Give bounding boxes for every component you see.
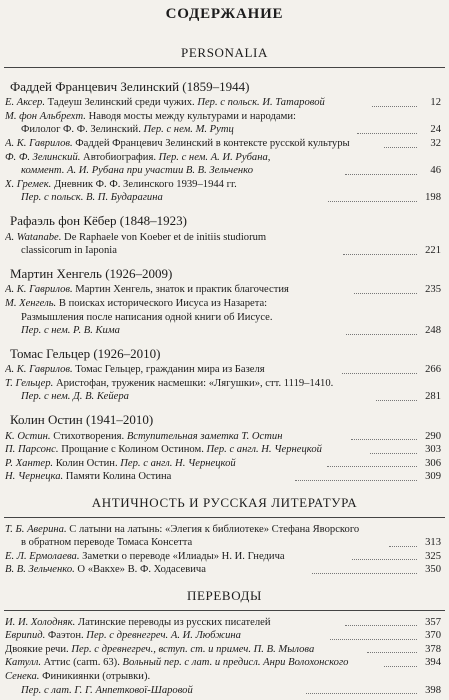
dot-leader: [370, 453, 417, 454]
page-number: 313: [425, 537, 442, 549]
toc-entry[interactable]: [0, 550, 449, 564]
page-number: 235: [425, 284, 441, 296]
entry-line: [5, 123, 355, 137]
toc-entry[interactable]: [0, 151, 449, 178]
entry-line: [5, 96, 370, 110]
entry-text: [5, 629, 328, 643]
entry-title: Фаддей Францевич Зелинский в контексте русской культуры: [75, 137, 350, 149]
entry-author: М. фон Альбрехт.: [5, 110, 89, 122]
toc-entry[interactable]: [0, 616, 449, 630]
entry-line: [5, 377, 374, 391]
entry-note: Пер. с лат. Г. Г. Анпеткової-Шаровой: [21, 684, 193, 696]
entry-note: Пер. с древнегреч., вступ. ст. и примеч. П. В. Мылова: [71, 643, 315, 655]
entry-text: [5, 430, 349, 444]
toc-entry[interactable]: [0, 377, 449, 404]
entry-note: Вступительная заметка Т. Остин: [126, 430, 283, 442]
entry-text: [5, 96, 370, 110]
person-heading: Мартин Хенгель (1926–2009): [10, 265, 173, 281]
entry-title: С латыни на латынь: «Элегия к библиотеке» Стефана Яворского: [69, 523, 360, 535]
entry-title: Томас Гельцер, гражданин мира из Базеля: [75, 364, 265, 376]
entry-title: Фаэтон.: [47, 630, 87, 642]
entry-note: Пер. с польск. И. Татаровой: [197, 97, 325, 109]
entry-line: [5, 137, 382, 151]
person-heading: Фаддей Францевич Зелинский (1859–1944): [10, 78, 250, 94]
page-title: СОДЕРЖАНИЕ: [165, 6, 284, 22]
toc-entry[interactable]: [0, 110, 449, 137]
dot-leader: [312, 573, 417, 574]
entry-author: И. И. Холодняк.: [5, 616, 78, 628]
page-number: 32: [430, 137, 441, 149]
entry-author: Х. Гремек.: [5, 178, 54, 190]
entry-line: [5, 470, 293, 484]
entry-title: Наводя мосты между культурами и народами:: [88, 110, 296, 122]
entry-line: [5, 536, 387, 550]
page-number: 378: [425, 643, 441, 655]
dot-leader: [384, 666, 417, 667]
entry-line: [5, 311, 344, 325]
entry-line: [5, 523, 387, 537]
entry-title: Тадеуш Зелинский среди чужих.: [47, 97, 198, 109]
entry-title: О «Вакхе» В. Ф. Ходасевича: [77, 564, 206, 576]
entry-text: [5, 457, 325, 471]
entry-text: [5, 550, 350, 564]
entry-author: Е. Аксер.: [5, 97, 48, 109]
entry-author: Ф. Ф. Зелинский.: [5, 151, 84, 163]
toc-entry[interactable]: [0, 643, 449, 657]
entry-text: [5, 297, 344, 338]
dot-leader: [346, 334, 417, 335]
dot-leader: [352, 559, 417, 560]
entry-author: A. Watanabe.: [5, 231, 65, 243]
page-number: 370: [425, 630, 441, 642]
entry-note: Пер. с англ. Н. Чернецкой: [206, 444, 322, 456]
entry-title: classicorum in Iaponia: [21, 245, 117, 257]
page-number: 24: [430, 124, 441, 136]
dot-leader: [343, 254, 417, 255]
page-number: 281: [425, 391, 441, 403]
entry-line: [5, 550, 350, 564]
entry-title: Памяти Колина Остина: [65, 471, 172, 483]
entry-text: [5, 443, 368, 457]
toc-entry[interactable]: [0, 430, 449, 444]
entry-title: Аттис (carm. 63).: [43, 657, 123, 669]
entry-line: [5, 231, 341, 245]
toc-entry[interactable]: [0, 629, 449, 643]
entry-title: Двоякие речи.: [5, 643, 72, 655]
entry-line: [5, 643, 365, 657]
entry-title: Дневник Ф. Ф. Зелинского 1939–1944 гг.: [53, 178, 237, 190]
page-number: 290: [425, 430, 441, 442]
toc-entry[interactable]: [0, 231, 449, 258]
entry-title: Филолог Ф. Ф. Зелинский.: [21, 124, 144, 136]
entry-author: Т. Б. Аверина.: [5, 523, 70, 535]
entry-author: Сенека.: [5, 670, 43, 682]
page-number: 266: [425, 364, 441, 376]
dot-leader: [357, 133, 417, 134]
dot-leader: [345, 625, 417, 626]
toc-entry[interactable]: [0, 470, 449, 484]
entry-author: А. К. Гаврилов.: [5, 137, 76, 149]
entry-text: [5, 523, 387, 550]
toc-entry[interactable]: [0, 363, 449, 377]
person-heading: Колин Остин (1941–2010): [10, 412, 154, 428]
entry-title: Стихотворения.: [53, 430, 127, 442]
entry-note: Пер. с польск. В. П. Бударагина: [21, 192, 163, 204]
page-number: 350: [425, 564, 442, 576]
toc-entry[interactable]: [0, 656, 449, 670]
entry-title: Латинские переводы из русских писателей: [77, 616, 271, 628]
entry-text: [5, 151, 343, 178]
page-number: 46: [430, 165, 441, 177]
dot-leader: [367, 652, 417, 653]
dot-leader: [389, 546, 417, 547]
entry-line: [5, 191, 326, 205]
entry-line: [5, 670, 304, 684]
entry-text: [5, 178, 326, 205]
entry-author: Катулл.: [5, 657, 44, 669]
entry-line: [5, 457, 325, 471]
entry-line: [5, 363, 340, 377]
page-number: 309: [425, 471, 441, 483]
entry-text: [5, 110, 355, 137]
entry-text: [5, 656, 382, 670]
entry-text: [5, 363, 340, 377]
entry-title: Мартин Хенгель, знаток и практик благочестия: [75, 284, 289, 296]
page-number: 221: [425, 245, 442, 257]
entry-line: [5, 684, 304, 698]
entry-line: [5, 164, 343, 178]
entry-author: Е. Л. Ермолаева.: [5, 550, 83, 562]
entry-title: В поисках исторического Иисуса из Назарета:: [58, 297, 268, 309]
entry-text: [5, 470, 293, 484]
entry-line: [5, 178, 326, 192]
entry-line: [5, 151, 343, 165]
dot-leader: [345, 174, 417, 175]
entry-note: коммент. А. И. Рубана при участии В. В. Зельченко: [21, 165, 254, 177]
dot-leader: [354, 293, 417, 294]
dot-leader: [328, 201, 417, 202]
entry-line: [5, 390, 374, 404]
entry-author: Р. Хантер.: [5, 457, 56, 469]
entry-title: в обратном переводе Томаса Консетта: [21, 537, 193, 549]
entry-line: [5, 563, 310, 577]
page-number: 357: [425, 616, 441, 628]
toc-entry[interactable]: [0, 283, 449, 297]
dot-leader: [295, 480, 417, 481]
toc-entry[interactable]: [0, 457, 449, 471]
toc-entry[interactable]: [0, 137, 449, 151]
entry-title: Заметки о переводе «Илиады» Н. И. Гнедича: [82, 550, 285, 562]
entry-title: Колин Остин.: [55, 457, 121, 469]
section-heading: ПЕРЕВОДЫ: [187, 588, 262, 603]
entry-line: [5, 110, 355, 124]
entry-line: [5, 324, 344, 338]
entry-note: Пер. с нем. Д. В. Кейера: [21, 391, 129, 403]
entry-text: [5, 616, 343, 630]
entry-note: Вольный пер. с лат. и предисл. Анри Волохонского: [122, 657, 349, 669]
entry-text: [5, 377, 374, 404]
dot-leader: [342, 373, 417, 374]
entry-line: [5, 283, 352, 297]
entry-title: Аристофан, труженик насмешки: «Лягушки», стт. 1119–1410.: [55, 377, 334, 389]
page-number: 12: [430, 97, 441, 109]
toc-entry[interactable]: [0, 670, 449, 697]
dot-leader: [384, 147, 417, 148]
dot-leader: [376, 400, 417, 401]
entry-author: В. В. Зельченко.: [5, 564, 78, 576]
dot-leader: [351, 439, 417, 440]
dot-leader: [306, 693, 417, 694]
entry-text: [5, 283, 352, 297]
entry-author: А. К. Гаврилов.: [5, 284, 76, 296]
page-number: 306: [425, 457, 441, 469]
toc-entry[interactable]: [0, 297, 449, 338]
entry-note: Пер. с древнегреч. А. И. Любжина: [86, 630, 241, 642]
page-number: 398: [425, 684, 441, 696]
dot-leader: [327, 466, 417, 467]
entry-line: [5, 656, 382, 670]
entry-line: [5, 430, 349, 444]
toc-entry[interactable]: [0, 178, 449, 205]
toc-entry[interactable]: [0, 563, 449, 577]
entry-title: Размышления после написания одной книги об Иисусе.: [21, 311, 273, 323]
entry-author: А. К. Гаврилов.: [5, 364, 76, 376]
entry-author: Еврипид.: [5, 630, 48, 642]
entry-note: Пер. с нем. А. И. Рубана,: [158, 151, 271, 163]
entry-text: [5, 563, 310, 577]
section-rule: [4, 67, 445, 68]
entry-title: Прощание с Колином Остином.: [61, 444, 207, 456]
entry-author: П. Парсонс.: [5, 444, 62, 456]
page-number: 303: [425, 444, 442, 456]
entry-author: Т. Гельцер.: [5, 377, 56, 389]
page-number: 325: [425, 550, 441, 562]
entry-line: [5, 616, 343, 630]
dot-leader: [372, 106, 417, 107]
toc-entry[interactable]: [0, 443, 449, 457]
page-number: 394: [425, 657, 442, 669]
entry-text: [5, 643, 365, 657]
entry-line: [5, 297, 344, 311]
entry-text: [5, 137, 382, 151]
toc-entry[interactable]: [0, 523, 449, 550]
entry-text: [5, 670, 304, 697]
entry-title: Финикиянки (отрывки).: [42, 670, 151, 682]
entry-author: М. Хенгель.: [5, 297, 59, 309]
page-number: 248: [425, 325, 441, 337]
entry-note: Пер. с нем. Р. В. Кима: [21, 325, 120, 337]
entry-author: Н. Чернецка.: [5, 471, 66, 483]
section-heading: АНТИЧНОСТЬ И РУССКАЯ ЛИТЕРАТУРА: [91, 495, 358, 511]
entry-line: [5, 244, 341, 258]
page-number: 198: [425, 192, 442, 204]
entry-text: [5, 231, 341, 258]
entry-author: К. Остин.: [5, 430, 54, 442]
section-heading: PERSONALIA: [181, 45, 268, 60]
entry-note: Пер. с нем. М. Рутц: [143, 124, 234, 136]
entry-line: [5, 443, 368, 457]
entry-title: Автобиография.: [83, 151, 159, 163]
entry-line: [5, 629, 328, 643]
person-heading: Рафаэль фон Кёбер (1848–1923): [10, 212, 187, 228]
person-heading: Томас Гельцер (1926–2010): [10, 345, 161, 361]
entry-note: Пер. с англ. Н. Чернецкой: [120, 457, 236, 469]
dot-leader: [330, 639, 417, 640]
toc-entry[interactable]: [0, 96, 449, 110]
table-of-contents: [0, 46, 449, 697]
entry-title: De Raphaele von Koeber et de initiis studiorum: [64, 231, 267, 243]
